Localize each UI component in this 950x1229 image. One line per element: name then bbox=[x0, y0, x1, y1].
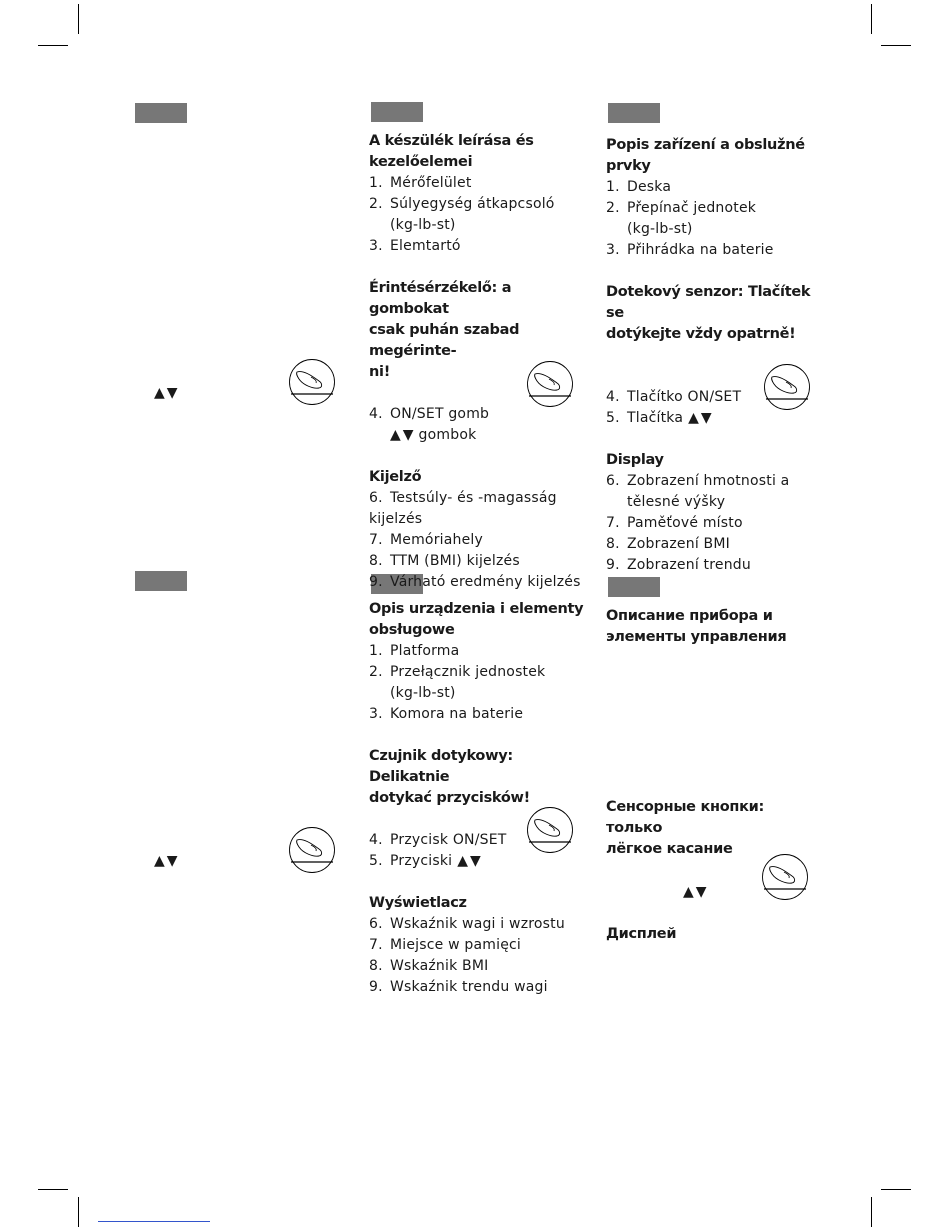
display-heading: Дисплей bbox=[606, 926, 677, 942]
list-item: 3. Komora na baterie bbox=[369, 706, 524, 722]
list-item: 5. Przyciski ▲▼ bbox=[369, 851, 584, 872]
list-item: 9. Wskaźnik trendu wagi bbox=[369, 979, 548, 995]
list-item-cont: tělesné výšky bbox=[627, 494, 726, 510]
list-item-cont: (kg-lb-st) bbox=[390, 217, 456, 233]
touch-warning: лёгкое касание bbox=[606, 841, 733, 857]
list-item: 1. Deska bbox=[606, 179, 672, 195]
touch-warning: dotykać przycisków! bbox=[369, 790, 530, 806]
section-ru bbox=[606, 606, 821, 648]
touch-warning: Сенсорные кнопки: только bbox=[606, 799, 764, 836]
finger-touch-icon bbox=[762, 854, 808, 900]
list-item: 2. Przełącznik jednostek bbox=[369, 664, 546, 680]
section-title: Popis zařízení a obslužné bbox=[606, 137, 805, 153]
crop-mark bbox=[38, 45, 68, 46]
up-down-arrows-icon: ▲▼ bbox=[154, 853, 180, 869]
section-title: prvky bbox=[606, 158, 651, 174]
list-item: 6. Testsúly- és -magasság bbox=[369, 490, 557, 506]
section-tab bbox=[371, 102, 423, 122]
display-heading: Display bbox=[606, 452, 664, 468]
finger-touch-icon bbox=[527, 807, 573, 853]
list-item: 3. Elemtartó bbox=[369, 238, 461, 254]
crop-mark bbox=[78, 1197, 79, 1227]
up-down-arrows-icon: ▲▼ bbox=[683, 884, 709, 900]
touch-warning: Dotekový senzor: Tlačítek se bbox=[606, 284, 811, 321]
section-ru-display bbox=[606, 924, 821, 945]
display-heading: Kijelző bbox=[369, 469, 422, 485]
list-item: 5. Tlačítka ▲▼ bbox=[606, 408, 821, 429]
list-item: ▲▼ gombok bbox=[390, 427, 477, 443]
list-item-cont: (kg-lb-st) bbox=[627, 221, 693, 237]
display-heading: Wyświetlacz bbox=[369, 895, 467, 911]
list-item: 7. Memóriahely bbox=[369, 532, 483, 548]
section-title: obsługowe bbox=[369, 622, 455, 638]
section-pl bbox=[369, 599, 584, 998]
crop-mark bbox=[871, 1197, 872, 1227]
touch-warning: ni! bbox=[369, 364, 391, 380]
list-item-cont: (kg-lb-st) bbox=[390, 685, 456, 701]
list-item: 4. Przycisk ON/SET bbox=[369, 832, 507, 848]
list-item: 7. Paměťové místo bbox=[606, 515, 743, 531]
list-item: 8. Zobrazení BMI bbox=[606, 536, 730, 552]
section-title: Описание прибора и bbox=[606, 608, 773, 624]
section-cz bbox=[606, 135, 821, 576]
list-item: 1. Platforma bbox=[369, 643, 460, 659]
up-down-arrows-icon: ▲▼ bbox=[390, 427, 416, 443]
touch-warning: Érintésérzékelő: a gombokat bbox=[369, 280, 512, 317]
section-tab bbox=[135, 571, 187, 591]
list-item-cont: kijelzés bbox=[369, 511, 423, 527]
list-item: 4. Tlačítko ON/SET bbox=[606, 389, 742, 405]
list-item: 1. Mérőfelület bbox=[369, 175, 472, 191]
section-tab bbox=[135, 103, 187, 123]
crop-mark bbox=[78, 4, 79, 34]
list-item: 8. TTM (BMI) kijelzés bbox=[369, 553, 520, 569]
list-item: 7. Miejsce w pamięci bbox=[369, 937, 522, 953]
section-title: Opis urządzenia i elementy bbox=[369, 601, 584, 617]
finger-touch-icon bbox=[289, 359, 335, 405]
list-item: 4. ON/SET gomb bbox=[369, 406, 490, 422]
list-item: 6. Wskaźnik wagi i wzrostu bbox=[369, 916, 565, 932]
section-title: элементы управления bbox=[606, 629, 787, 645]
list-item: 6. Zobrazení hmotnosti a bbox=[606, 473, 790, 489]
touch-warning: dotýkejte vždy opatrně! bbox=[606, 326, 796, 342]
up-down-arrows-icon: ▲▼ bbox=[688, 410, 714, 426]
list-item: 2. Súlyegység átkapcsoló bbox=[369, 196, 555, 212]
finger-touch-icon bbox=[289, 827, 335, 873]
finger-touch-icon bbox=[764, 364, 810, 410]
list-item: 9. Zobrazení trendu bbox=[606, 557, 751, 573]
crop-mark bbox=[871, 4, 872, 34]
blue-rule bbox=[98, 1221, 210, 1222]
section-ru-warning bbox=[606, 797, 821, 860]
section-title: A készülék leírása és bbox=[369, 133, 534, 149]
list-item: 3. Přihrádka na baterie bbox=[606, 242, 774, 258]
crop-mark bbox=[881, 45, 911, 46]
up-down-arrows-icon: ▲▼ bbox=[154, 385, 180, 401]
up-down-arrows-icon: ▲▼ bbox=[457, 853, 483, 869]
finger-touch-icon bbox=[527, 361, 573, 407]
list-item: 2. Přepínač jednotek bbox=[606, 200, 757, 216]
list-item: 9. Várható eredmény kijelzés bbox=[369, 574, 581, 590]
touch-warning: Czujnik dotykowy: Delikatnie bbox=[369, 748, 513, 785]
crop-mark bbox=[38, 1189, 68, 1190]
crop-mark bbox=[881, 1189, 911, 1190]
section-title: kezelőelemei bbox=[369, 154, 473, 170]
touch-warning: csak puhán szabad megérinte- bbox=[369, 322, 520, 359]
section-tab bbox=[608, 103, 660, 123]
section-tab bbox=[608, 577, 660, 597]
list-item: 8. Wskaźnik BMI bbox=[369, 958, 489, 974]
